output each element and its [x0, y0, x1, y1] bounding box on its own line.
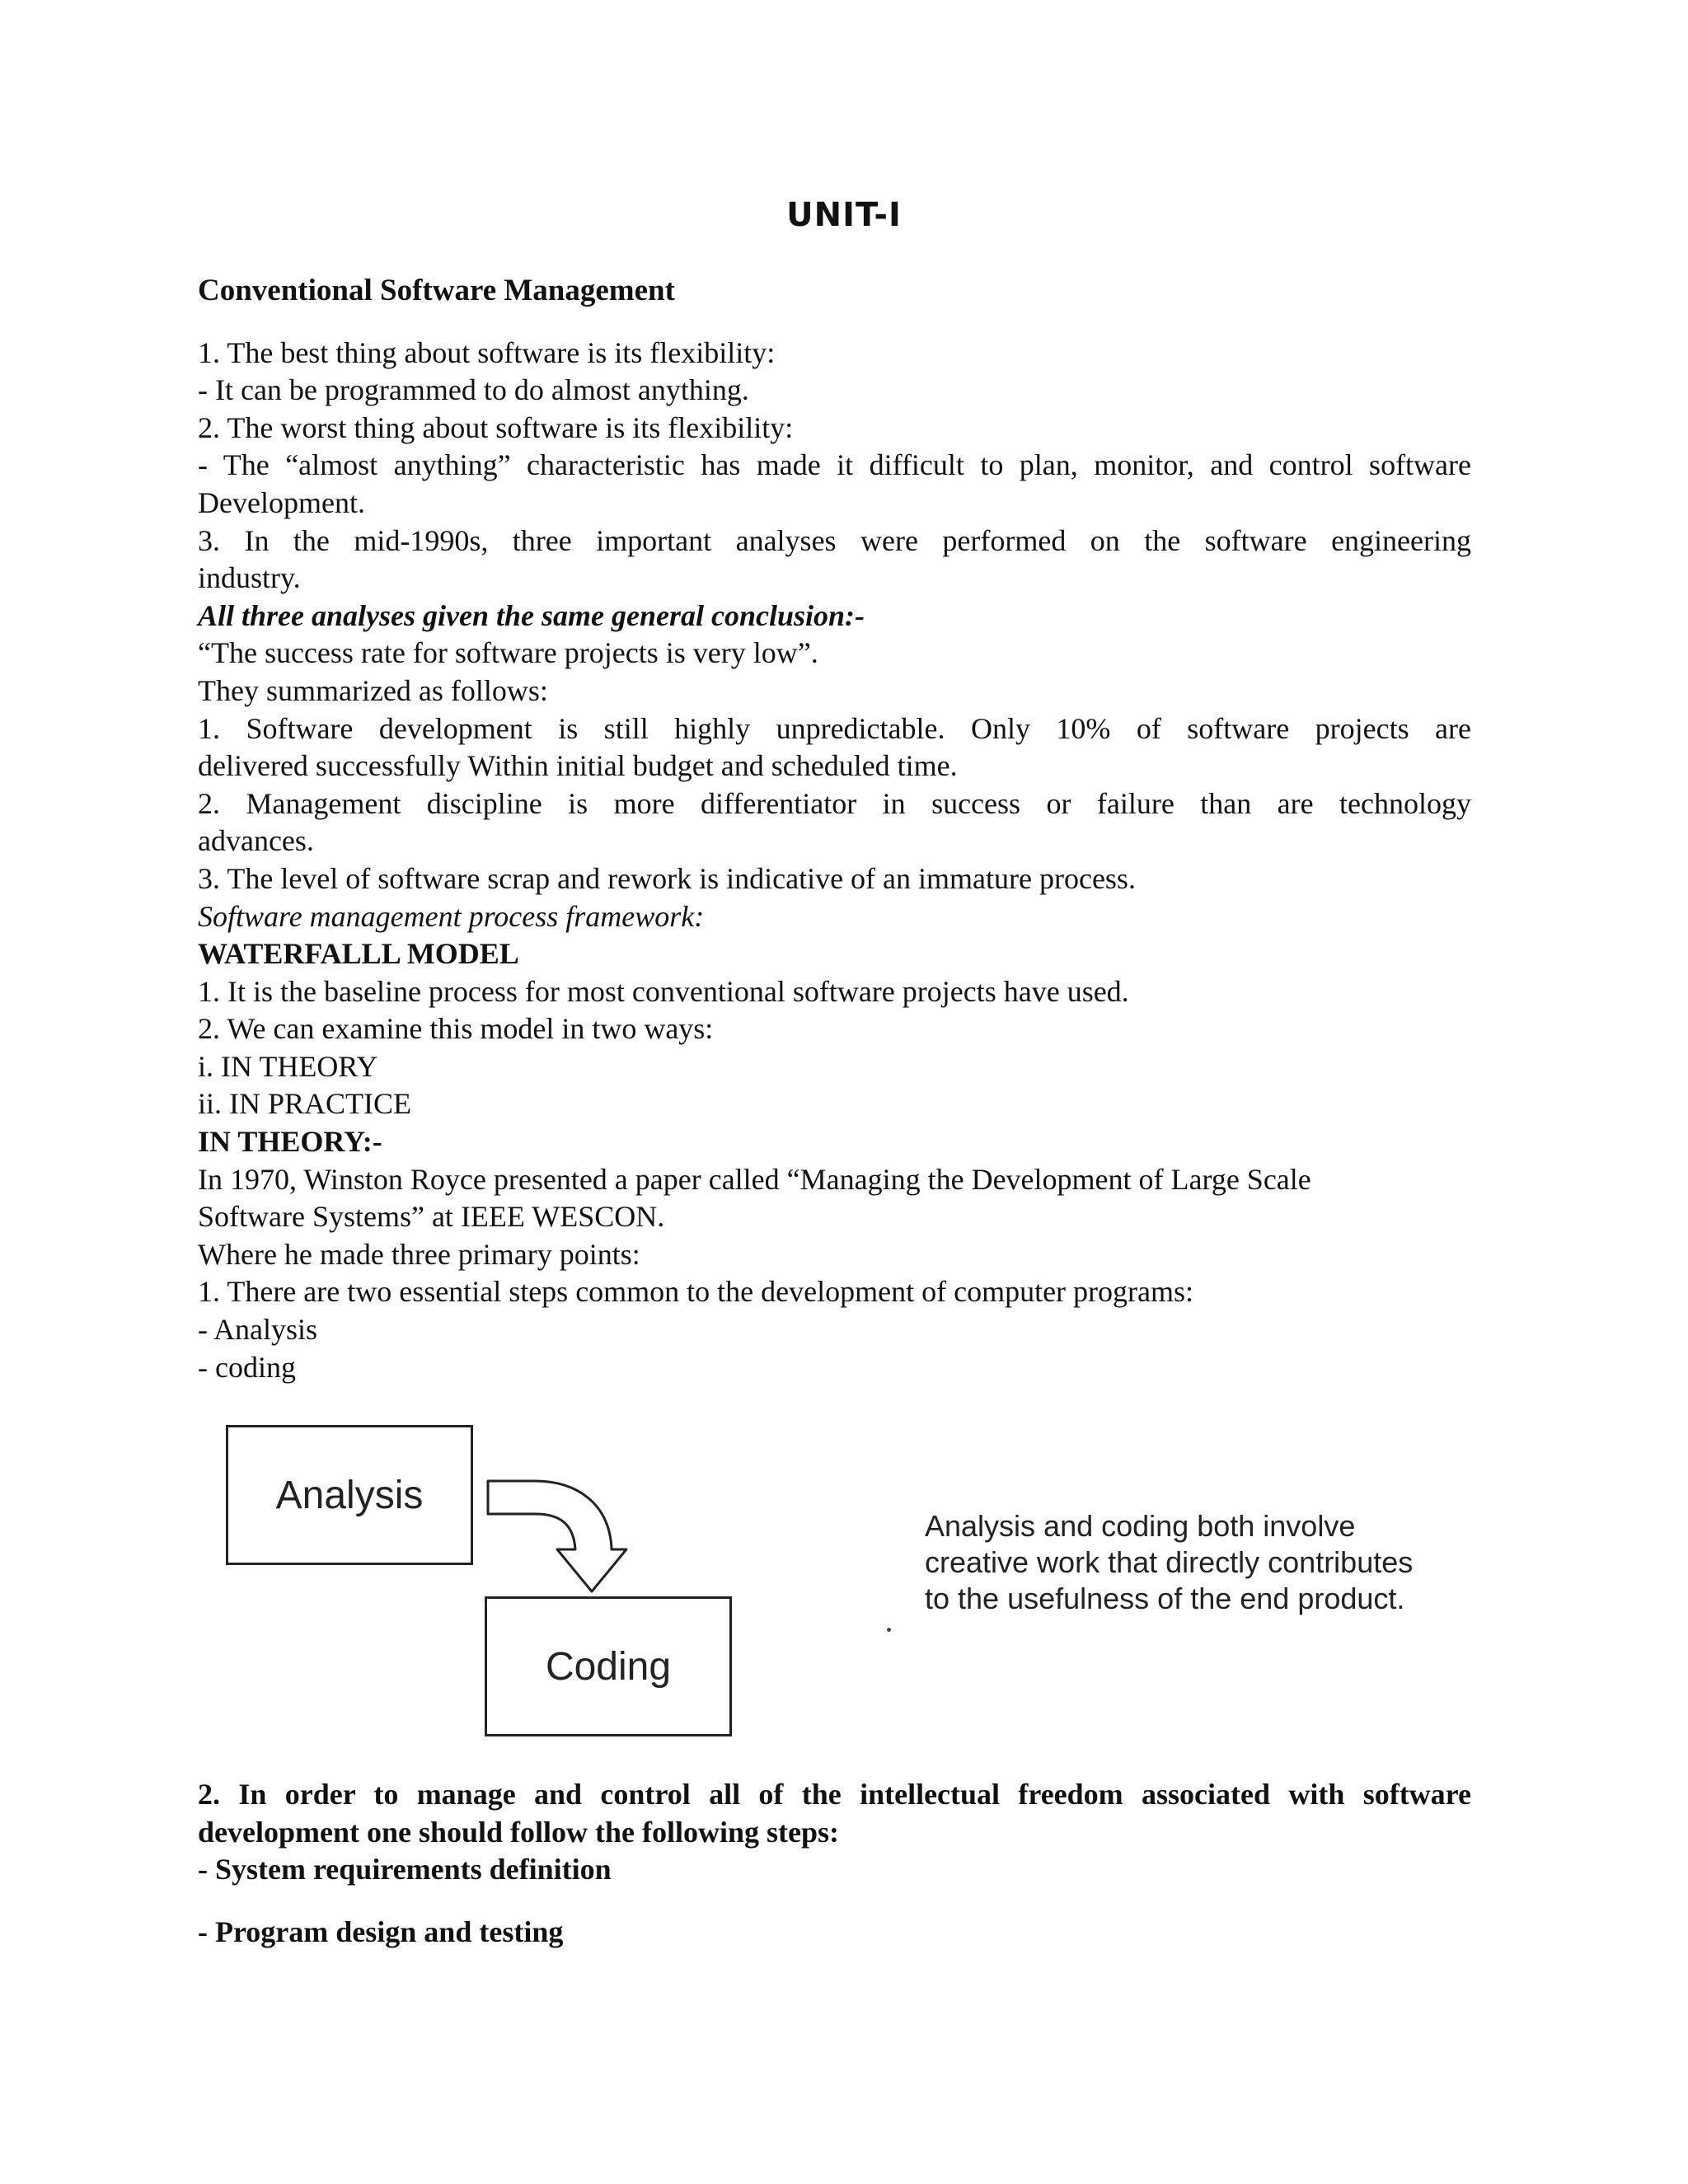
text-line: i. IN THEORY: [198, 1049, 378, 1083]
text-line: industry.: [198, 561, 301, 595]
text-line: They summarized as follows:: [198, 673, 548, 707]
text-line: In 1970, Winston Royce presented a paper called “Managing the Development of Large Scale: [198, 1162, 1311, 1196]
curved-arrow-icon: [486, 1471, 635, 1595]
unit-title: UNIT-I: [786, 196, 902, 234]
text-line: 2. The worst thing about software is its flexibility:: [198, 410, 794, 444]
text-line: 1. The best thing about software is its flexibility:: [198, 335, 776, 369]
text-line: ii. IN PRACTICE: [198, 1087, 412, 1121]
text-line-bold-italic: All three analyses given the same general conclusion:-: [198, 598, 865, 632]
spacer: [198, 310, 1471, 335]
text-line: “The success rate for software projects is very low”.: [198, 636, 818, 670]
coding-box: Coding: [485, 1596, 732, 1736]
spacer: [198, 1889, 1471, 1914]
text-line: 1. It is the baseline process for most conventional software projects have used.: [198, 974, 1129, 1008]
text-line: - It can be programmed to do almost anything.: [198, 373, 749, 407]
text-line-bold: development one should follow the following steps:: [198, 1815, 840, 1849]
text-line: advances.: [198, 824, 314, 858]
text-line: - coding: [198, 1350, 296, 1384]
body-text: [198, 272, 1471, 1386]
text-line: - The “almost anything” characteristic has made it difficult to plan, monitor, and control software: [198, 448, 1471, 482]
text-line: Where he made three primary points:: [198, 1237, 640, 1271]
theory-heading: IN THEORY:-: [198, 1125, 382, 1159]
text-line: 3. The level of software scrap and rework is indicative of an immature process.: [198, 861, 1136, 895]
text-line-bold: 2. In order to manage and control all of the intellectual freedom associated with software: [198, 1778, 1471, 1811]
text-line: 2. Management discipline is more differentiator in success or failure than are technology: [198, 786, 1471, 820]
text-line: 2. We can examine this model in two ways:: [198, 1012, 714, 1046]
list-item: - Program design and testing: [198, 1915, 564, 1948]
stray-dot: [887, 1628, 891, 1632]
diagram-caption: Analysis and coding both involve creative work that directly contributes to the usefulness of the end product.: [925, 1509, 1414, 1615]
analysis-box: Analysis: [226, 1425, 473, 1565]
text-line: Software Systems” at IEEE WESCON.: [198, 1200, 665, 1234]
text-line: 3. In the mid-1990s, three important analyses were performed on the software engineering: [198, 523, 1471, 557]
text-line-italic: Software management process framework:: [198, 899, 705, 933]
text-line: delivered successfully Within initial budget and scheduled time.: [198, 749, 958, 783]
text-line: Development.: [198, 485, 365, 519]
text-line: 1. Software development is still highly unpredictable. Only 10% of software projects are: [198, 711, 1471, 745]
analysis-coding-diagram: [223, 1422, 1442, 1751]
text-line: - Analysis: [198, 1313, 318, 1347]
text-line: 1. There are two essential steps common to the development of computer programs:: [198, 1275, 1194, 1309]
section-heading: Conventional Software Management: [198, 274, 675, 307]
list-item: - System requirements definition: [198, 1853, 612, 1886]
bottom-text: [198, 1776, 1471, 1951]
model-heading: WATERFALLL MODEL: [198, 937, 519, 971]
